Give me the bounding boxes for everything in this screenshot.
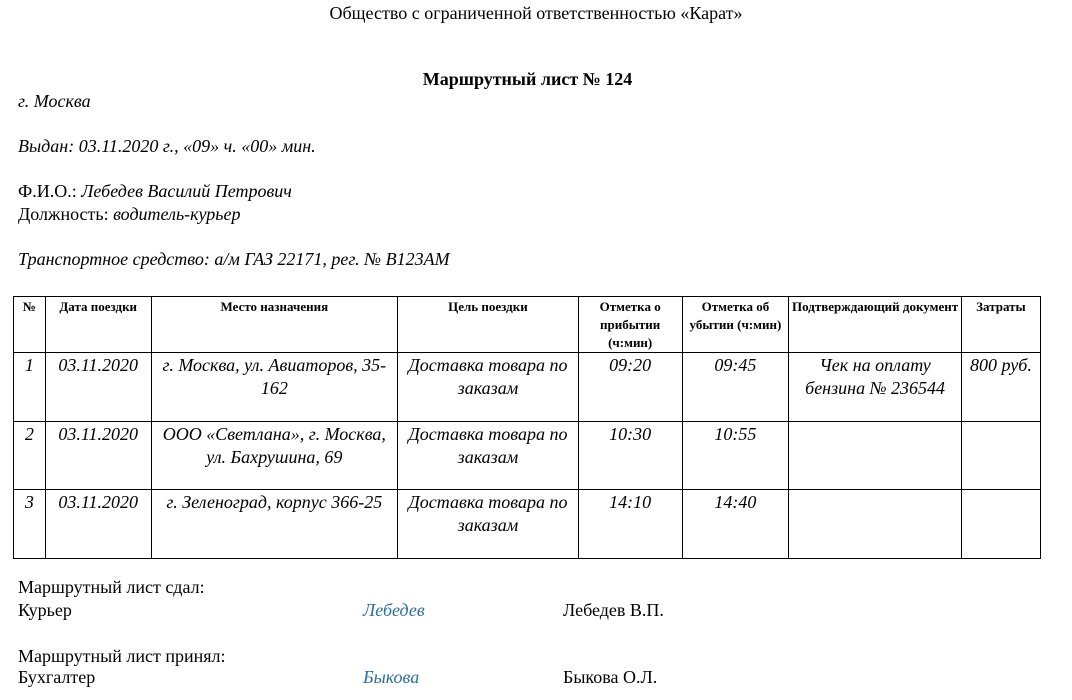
- vehicle-line: Транспортное средство: а/м ГАЗ 22171, рег. № В123АМ: [18, 249, 450, 269]
- cell-document: Чек на оплату бензина № 236544: [789, 353, 962, 422]
- cell-cost: [961, 421, 1040, 490]
- cell-document: [789, 490, 962, 559]
- cell-number: 1: [14, 353, 46, 422]
- cell-departure: 09:45: [682, 353, 789, 422]
- cell-arrival: 14:10: [578, 490, 682, 559]
- col-header-number: №: [14, 297, 46, 353]
- col-header-departure: Отметка об убытии (ч:мин): [682, 297, 789, 353]
- position-label: Должность:: [18, 204, 114, 224]
- cell-destination: г. Москва, ул. Авиаторов, 35-162: [151, 353, 397, 422]
- cell-departure: 10:55: [682, 421, 789, 490]
- courier-name: Лебедев В.П.: [563, 600, 664, 620]
- col-header-document: Подтверждающий документ: [789, 297, 962, 353]
- cell-purpose: Доставка товара по заказам: [398, 353, 579, 422]
- cell-date: 03.11.2020: [45, 353, 151, 422]
- fio-line: [18, 181, 292, 202]
- table-row: [14, 490, 1041, 559]
- table-row: [14, 353, 1041, 422]
- cell-purpose: Доставка товара по заказам: [398, 421, 579, 490]
- cell-cost: [961, 490, 1040, 559]
- cell-cost: 800 руб.: [961, 353, 1040, 422]
- accepted-label: Маршрутный лист принял:: [18, 646, 226, 666]
- col-header-destination: Место назначения: [151, 297, 397, 353]
- col-header-arrival: Отметка о прибытии (ч:мин): [578, 297, 682, 353]
- table-row: [14, 421, 1041, 490]
- cell-date: 03.11.2020: [45, 421, 151, 490]
- courier-signature: Лебедев: [363, 600, 425, 620]
- accountant-name: Быкова О.Л.: [563, 667, 658, 687]
- cell-arrival: 09:20: [578, 353, 682, 422]
- table-header-row: [14, 297, 1041, 353]
- fio-value: Лебедев Василий Петрович: [81, 181, 292, 201]
- cell-number: 3: [14, 490, 46, 559]
- cell-destination: ООО «Светлана», г. Москва, ул. Бахрушина, 69: [151, 421, 397, 490]
- col-header-date: Дата поездки: [45, 297, 151, 353]
- courier-role: Курьер: [18, 600, 72, 620]
- document-title: Маршрутный лист № 124: [422, 69, 633, 89]
- col-header-purpose: Цель поездки: [398, 297, 579, 353]
- fio-label: Ф.И.О.:: [18, 181, 82, 201]
- accountant-signature: Быкова: [363, 667, 420, 687]
- position-value: водитель-курьер: [113, 204, 241, 224]
- cell-departure: 14:40: [682, 490, 789, 559]
- route-table: [13, 296, 1041, 559]
- accountant-role: Бухгалтер: [18, 667, 96, 687]
- cell-purpose: Доставка товара по заказам: [398, 490, 579, 559]
- col-header-cost: Затраты: [961, 297, 1040, 353]
- position-line: [18, 204, 240, 225]
- cell-arrival: 10:30: [578, 421, 682, 490]
- handed-label: Маршрутный лист сдал:: [18, 577, 205, 597]
- cell-document: [789, 421, 962, 490]
- issued-line: Выдан: 03.11.2020 г., «09» ч. «00» мин.: [18, 136, 316, 156]
- city-line: г. Москва: [18, 91, 91, 111]
- cell-date: 03.11.2020: [45, 490, 151, 559]
- cell-number: 2: [14, 421, 46, 490]
- cell-destination: г. Зеленоград, корпус 366-25: [151, 490, 397, 559]
- company-name: Общество с ограниченной ответственностью «Карат»: [329, 3, 743, 23]
